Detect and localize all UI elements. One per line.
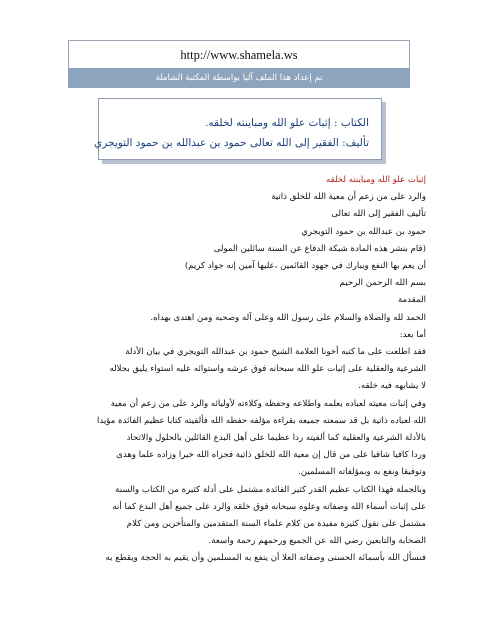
text-line: بالأدلة الشرعية والعقلية كما ألفيته ردا عظيما على أهل البدع القائلين بالحلول والاتحاد	[126, 433, 426, 444]
book-title: الكتاب : إثبات علو الله ومباينته لخلقه.	[205, 117, 369, 129]
library-banner-text: تم إعداد هذا الملف آليا بواسطة المكتبة الشاملة	[155, 73, 323, 83]
book-title-box	[94, 98, 382, 160]
text-line: الشرعية والعقلية على إثبات علو الله سبحانه فوق عرشه واستوائه عليه استواء يليق بجلاله	[109, 364, 426, 375]
library-banner	[68, 68, 410, 88]
text-line: لا يشابهه فيه خلقه.	[358, 381, 426, 392]
text-line: (قام بنشر هذه المادة شبكة الدفاع عن السنة سائلين المولى	[213, 243, 426, 254]
text-line: مشتمل على نقول كثيرة مفيدة من كلام علماء السنة المتقدمين والمتأخرين ومن كلام	[126, 519, 426, 530]
text-line: وبالجملة فهذا الكتاب عظيم القدر كثير الفائدة مشتمل على أدلة كثيرة من الكتاب والسنة	[115, 484, 426, 495]
text-line: فنسأل الله بأسمائه الحسنى وصفاته العلا أن ينفع به المسلمين وأن يقيم به الحجة ويقطع به	[105, 553, 426, 564]
text-line: المقدمة	[397, 295, 426, 306]
section-heading: إثبات علو الله ومباينته لخلقه	[326, 175, 426, 185]
book-author: تأليف: الفقير إلى الله تعالى حمود بن عبدالله بن حمود التويجري	[94, 137, 369, 149]
text-line: الله لعباده ذاتية بل قد سمعته جميعه بقراءة مؤلفه حفظه الله فألفيته كتابا عظيم الفائدة مؤيدا	[96, 415, 426, 426]
text-line: الحمد لله والصلاة والسلام على رسول الله وعلى آله وصحبه ومن اهتدى بهداه.	[150, 312, 426, 323]
website-url: http://www.shamela.ws	[180, 47, 298, 62]
text-line: حمود بن عبدالله بن حمود التويجري	[301, 226, 426, 237]
text-line: وفي إثبات معيته لعباده بعلمه واطلاعه وحفظه وكلاءته لأوليائه والرد على من زعم أن معية	[110, 398, 426, 409]
text-line: أن يعم بها النفع ويبارك في جهود القائمين ،عليها آمين إنه جواد كريم)	[184, 261, 426, 272]
text-line: والرد على من زعم أن معية الله للخلق ذاتية	[271, 192, 426, 203]
text-line: أما بعد:	[399, 329, 426, 340]
website-url-box	[68, 40, 410, 69]
text-line: تأليف الفقير إلى الله تعالى	[331, 209, 426, 220]
text-line: على إثبات أسماء الله وصفاته وعلوه سبحانه فوق خلقه والرد على جميع أهل البدع كما أنه	[112, 501, 426, 512]
text-line: الصحابة والتابعين رضي الله عن الجميع ورحمهم رحمة واسعة.	[208, 536, 426, 547]
text-line: فقد اطلعت على ما كتبه أخونا العلامة الشيخ حمود بن عبدالله التويجري في بيان الأدلة	[125, 347, 426, 358]
text-line: وردا كافيا شافيا على من قال إن معية الله للخلق ذاتية فجزاه الله خيرا وزاده علما وهدى	[116, 450, 426, 461]
text-line: بسم الله الرحمن الرحيم	[339, 278, 426, 289]
document-body	[56, 172, 426, 612]
text-line: وتوفيقا ونفع به وبمؤلفاته المسلمين.	[298, 467, 426, 478]
